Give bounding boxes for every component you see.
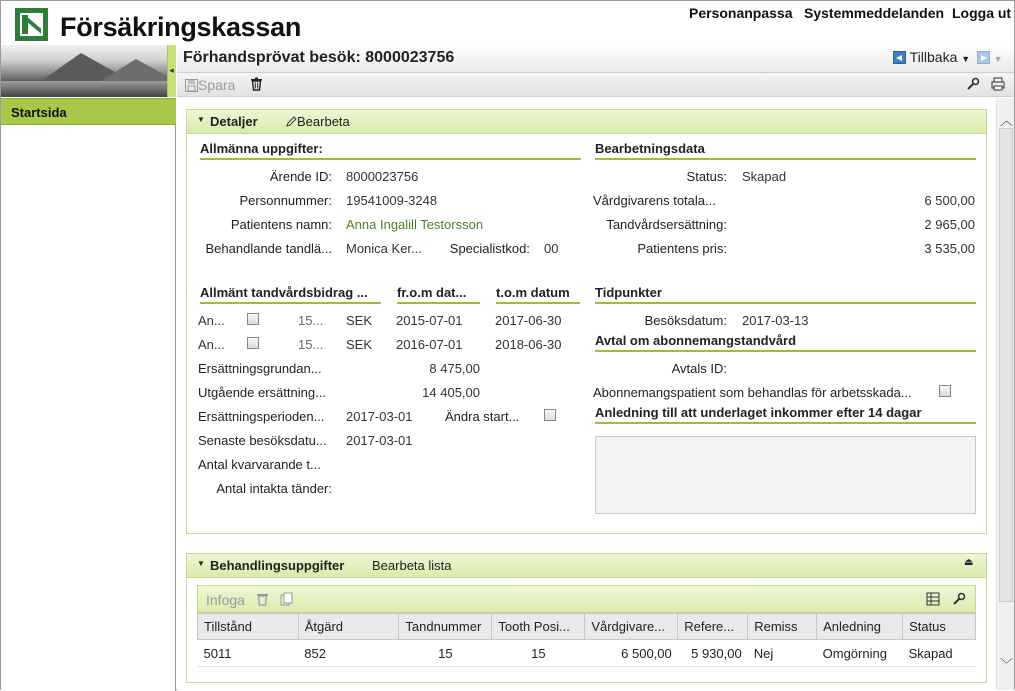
field-label: Ärende ID: bbox=[269, 169, 332, 184]
forward-button[interactable] bbox=[977, 50, 1003, 65]
visit-date-label: Besöksdatum: bbox=[644, 313, 727, 328]
system-messages-link[interactable]: Systemmeddelanden bbox=[804, 5, 945, 21]
scrollbar-thumb[interactable] bbox=[999, 128, 1013, 602]
field-label: Personnummer: bbox=[239, 193, 332, 208]
latest-visit-value: 2017-03-01 bbox=[346, 433, 413, 448]
contribution-row-currency: SEK bbox=[346, 313, 373, 328]
back-label: Tillbaka bbox=[909, 49, 958, 65]
details-panel-header bbox=[187, 110, 986, 134]
brand-name: Försäkringskassan bbox=[60, 12, 302, 42]
printer-icon bbox=[991, 77, 1005, 91]
field-label: Utgående ersättning... bbox=[198, 385, 326, 400]
column-header[interactable]: Tillstånd bbox=[198, 614, 299, 640]
column-header[interactable]: Anledning bbox=[817, 614, 903, 640]
change-start-label: Ändra start... bbox=[445, 409, 520, 424]
copy-row-button[interactable] bbox=[280, 592, 293, 609]
field-label: Antal intakta tänder: bbox=[216, 481, 332, 496]
field-label: Patientens pris: bbox=[637, 241, 727, 256]
column-header[interactable]: Tandnummer bbox=[399, 614, 492, 640]
insert-button[interactable]: Infoga bbox=[206, 592, 245, 608]
back-button[interactable] bbox=[893, 49, 970, 65]
table-cell: Omgörning bbox=[817, 640, 903, 667]
logout-link[interactable]: Logga ut bbox=[952, 5, 1012, 21]
save-label: Spara bbox=[198, 77, 236, 93]
compensation-basis-value: 8 475,00 bbox=[429, 361, 480, 376]
copy-icon bbox=[280, 592, 293, 606]
wrench-icon bbox=[966, 77, 980, 91]
column-header[interactable]: Vårdgivare... bbox=[585, 614, 678, 640]
grid-settings-button[interactable] bbox=[952, 592, 966, 609]
back-arrow-icon bbox=[893, 51, 906, 64]
scroll-down-icon[interactable]: ﹀ bbox=[1000, 657, 1014, 672]
column-header[interactable]: Status bbox=[903, 614, 976, 640]
brand-logo-icon bbox=[15, 8, 48, 41]
status-value: Skapad bbox=[742, 169, 787, 184]
table-row[interactable] bbox=[198, 640, 976, 667]
patient-price-value: 3 535,00 bbox=[924, 241, 975, 256]
provider-total-value: 6 500,00 bbox=[924, 193, 975, 208]
table-cell: 5 930,00 bbox=[678, 640, 748, 667]
tools-button[interactable] bbox=[966, 77, 980, 94]
collapse-panel-icon[interactable]: ⏏ bbox=[964, 557, 974, 568]
column-header[interactable]: Refere... bbox=[678, 614, 748, 640]
contribution-row-label: An... bbox=[198, 337, 225, 352]
spreadsheet-icon bbox=[926, 592, 940, 606]
specialist-code-label: Specialistkod: bbox=[449, 241, 530, 256]
treatment-table bbox=[197, 613, 976, 667]
chevron-down-icon: ▼ bbox=[993, 54, 1003, 64]
delete-row-button[interactable] bbox=[256, 592, 269, 609]
agreement-id-label: Avtals ID: bbox=[671, 361, 727, 376]
vertical-scrollbar[interactable] bbox=[996, 98, 1014, 690]
subscription-patient-label: Abonnemangspatient som behandlas för arbetsskada... bbox=[593, 385, 912, 400]
outgoing-compensation-value: 14 405,00 bbox=[422, 385, 480, 400]
contribution-row-checkbox[interactable] bbox=[247, 313, 259, 325]
column-header[interactable]: Remiss bbox=[748, 614, 817, 640]
specialist-code-value: 00 bbox=[544, 241, 559, 256]
contribution-row-from: 2015-07-01 bbox=[396, 313, 463, 328]
forward-arrow-icon bbox=[977, 51, 990, 64]
contribution-row-amount: 15... bbox=[298, 337, 324, 352]
from-date-header: fr.o.m dat... bbox=[397, 285, 480, 304]
case-id-value: 8000023756 bbox=[346, 169, 419, 184]
contribution-header: Allmänt tandvårdsbidrag ... bbox=[200, 285, 381, 304]
contribution-row-amount: 15... bbox=[298, 313, 324, 328]
scroll-up-icon[interactable]: ︿ bbox=[1000, 113, 1014, 128]
header-landscape-image bbox=[1, 45, 167, 97]
visit-date-value: 2017-03-13 bbox=[742, 313, 809, 328]
section-reason-title: Anledning till att underlaget inkommer efter 14 dagar bbox=[595, 405, 976, 424]
personal-number-value: 19541009-3248 bbox=[346, 193, 438, 208]
section-subscription-title: Avtal om abonnemangstandvård bbox=[595, 333, 976, 352]
table-header-row bbox=[198, 614, 976, 640]
compensation-period-value: 2017-03-01 bbox=[346, 409, 413, 424]
contribution-row-currency: SEK bbox=[346, 337, 373, 352]
treatment-title[interactable]: Behandlingsuppgifter bbox=[210, 558, 345, 573]
print-button[interactable] bbox=[991, 77, 1005, 94]
field-label: Ersättningsgrundan... bbox=[198, 361, 322, 376]
main-content bbox=[177, 98, 996, 691]
contribution-row-to: 2018-06-30 bbox=[495, 337, 562, 352]
personalize-link[interactable]: Personanpassa bbox=[689, 5, 793, 21]
patient-name-link[interactable]: Anna Ingalill Testorsson bbox=[346, 217, 484, 232]
table-cell: Skapad bbox=[903, 640, 976, 667]
contribution-row-from: 2016-07-01 bbox=[396, 337, 463, 352]
reason-textarea[interactable] bbox=[595, 436, 976, 514]
treatment-panel-header bbox=[187, 554, 986, 578]
wrench-icon bbox=[952, 592, 966, 606]
field-label: Behandlande tandlä... bbox=[205, 241, 332, 256]
change-start-checkbox[interactable] bbox=[544, 409, 556, 421]
chevron-down-icon: ▼ bbox=[961, 54, 971, 64]
table-cell: 6 500,00 bbox=[585, 640, 678, 667]
field-label: Patientens namn: bbox=[230, 217, 332, 232]
table-cell: 15 bbox=[399, 640, 492, 667]
sidebar bbox=[1, 125, 176, 691]
section-processing-title: Bearbetningsdata bbox=[595, 141, 976, 160]
pencil-icon bbox=[285, 115, 297, 128]
app-header bbox=[1, 1, 1014, 45]
field-label: Tandvårdsersättning: bbox=[606, 217, 727, 232]
page-title: Förhandsprövat besök: 8000023756 bbox=[183, 49, 455, 66]
collapse-triangle-icon[interactable]: ▼ bbox=[197, 559, 205, 568]
trash-icon bbox=[250, 77, 263, 91]
column-header[interactable]: Åtgärd bbox=[298, 614, 399, 640]
contribution-row-checkbox[interactable] bbox=[247, 337, 259, 349]
table-cell: 5011 bbox=[198, 640, 299, 667]
table-cell: Nej bbox=[748, 640, 817, 667]
contribution-row-to: 2017-06-30 bbox=[495, 313, 562, 328]
section-timepoints-title: Tidpunkter bbox=[595, 285, 976, 304]
table-cell: 852 bbox=[298, 640, 399, 667]
edit-details-label: Bearbeta bbox=[297, 114, 350, 129]
sidebar-item-startsida[interactable]: Startsida bbox=[1, 98, 176, 125]
dental-compensation-value: 2 965,00 bbox=[924, 217, 975, 232]
contribution-row-label: An... bbox=[198, 313, 225, 328]
treatment-grid-toolbar bbox=[197, 585, 976, 613]
field-label: Ersättningsperioden... bbox=[198, 409, 325, 424]
toolbar bbox=[177, 73, 1014, 97]
save-button[interactable] bbox=[185, 77, 235, 93]
trash-icon bbox=[256, 592, 269, 606]
details-title[interactable]: Detaljer bbox=[210, 114, 258, 129]
field-label: Antal kvarvarande t... bbox=[198, 457, 321, 472]
table-cell: 15 bbox=[492, 640, 585, 667]
treatment-panel bbox=[186, 553, 987, 683]
page-title-bar bbox=[177, 45, 1014, 73]
edit-details-button[interactable] bbox=[285, 114, 350, 129]
details-panel bbox=[186, 109, 987, 534]
field-label: Status: bbox=[686, 169, 727, 184]
dentist-value: Monica Ker... bbox=[346, 241, 422, 256]
collapse-sidebar-icon[interactable]: ◂ bbox=[169, 65, 174, 75]
column-header[interactable]: Tooth Posi... bbox=[492, 614, 585, 640]
delete-button[interactable] bbox=[250, 77, 263, 94]
to-date-header: t.o.m datum bbox=[496, 285, 580, 304]
section-general-title: Allmänna uppgifter: bbox=[200, 141, 581, 160]
edit-list-button[interactable]: Bearbeta lista bbox=[372, 558, 452, 573]
collapse-triangle-icon[interactable]: ▼ bbox=[197, 115, 205, 124]
subscription-patient-checkbox[interactable] bbox=[939, 385, 951, 397]
floppy-disk-icon bbox=[185, 79, 198, 92]
export-button[interactable] bbox=[926, 592, 940, 609]
field-label: Vårdgivarens totala... bbox=[593, 193, 716, 208]
field-label: Senaste besöksdatu... bbox=[198, 433, 327, 448]
